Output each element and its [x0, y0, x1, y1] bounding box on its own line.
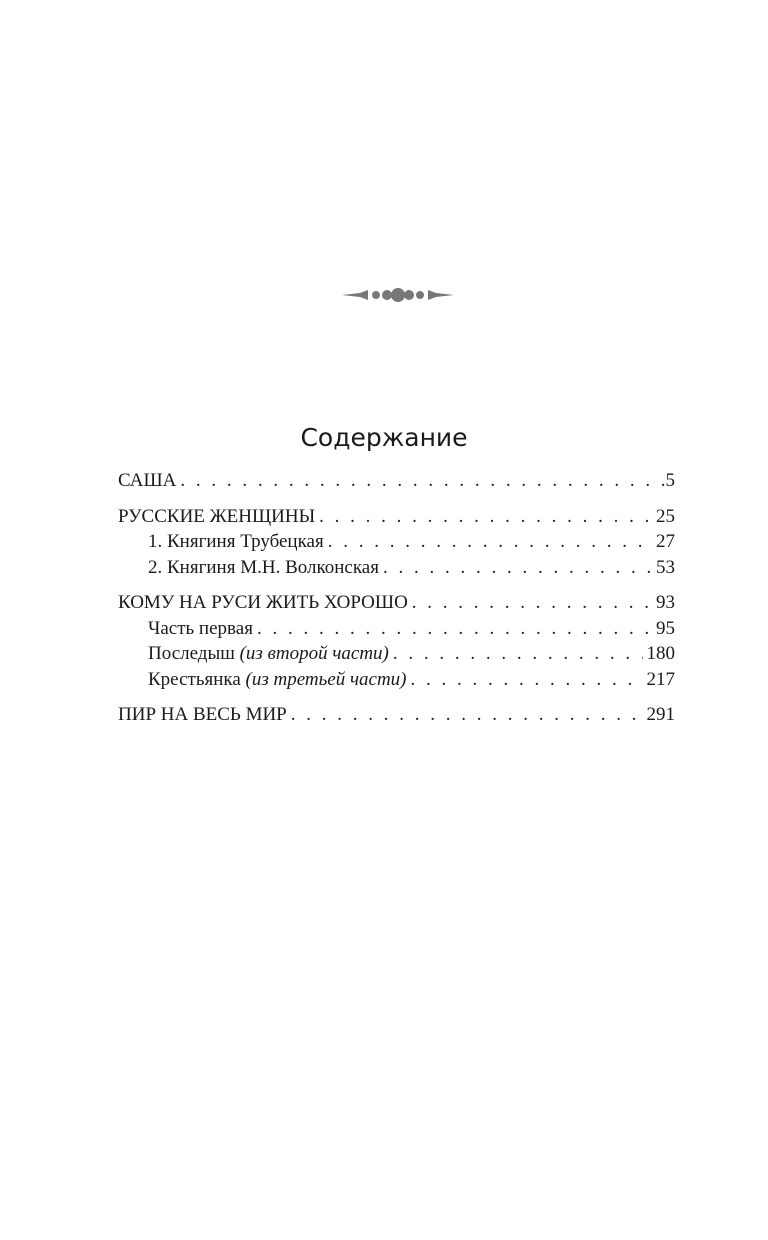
dot-leader: [412, 590, 652, 616]
toc-subentry[interactable]: [118, 555, 675, 581]
table-of-contents: [118, 468, 675, 738]
toc-subentry-label: Последыш (из второй части): [148, 643, 389, 664]
toc-subentry-page: 27: [656, 531, 675, 552]
toc-entry-label: КОМУ НА РУСИ ЖИТЬ ХОРОШО: [118, 592, 408, 613]
toc-entry-label: ПИР НА ВЕСЬ МИР: [118, 704, 287, 725]
toc-subentry-label: Часть первая: [148, 617, 253, 639]
toc-subentry-label: 1. Княгиня Трубецкая: [148, 531, 324, 552]
toc-entry-label: РУССКИЕ ЖЕНЩИНЫ: [118, 505, 316, 527]
toc-entry[interactable]: [118, 504, 675, 530]
toc-subentry-page: 95: [656, 617, 675, 639]
toc-subentry-page: 180: [646, 643, 675, 664]
dot-leader: [291, 702, 643, 728]
ornament-divider-icon: [340, 282, 456, 308]
toc-entry-page: 291: [646, 704, 675, 725]
toc-subentry[interactable]: [118, 529, 675, 555]
dot-leader: [257, 616, 652, 642]
toc-entry[interactable]: [118, 468, 675, 494]
dot-leader: [393, 641, 643, 667]
toc-entry-page: 25: [656, 505, 675, 527]
toc-subentry-note: (из второй части): [239, 643, 389, 664]
toc-entry-label: САША: [118, 470, 177, 491]
toc-section: [118, 468, 675, 494]
toc-section: [118, 702, 675, 728]
toc-subentry-page: 217: [646, 668, 675, 690]
toc-subentry[interactable]: [118, 641, 675, 667]
toc-entry-page: .5: [660, 470, 675, 491]
dot-leader: [180, 468, 656, 494]
toc-section: [118, 590, 675, 692]
dot-leader: [328, 529, 652, 555]
toc-section: [118, 504, 675, 581]
toc-subentry-note: (из третьей части): [245, 668, 407, 690]
dot-leader: [383, 555, 652, 581]
toc-subentry-label: Крестьянка (из третьей части): [148, 668, 407, 690]
toc-entry[interactable]: [118, 590, 675, 616]
toc-subentry-label: 2. Княгиня М.Н. Волконская: [148, 556, 379, 578]
dot-leader: [411, 667, 643, 693]
dot-leader: [319, 504, 652, 530]
toc-entry[interactable]: [118, 702, 675, 728]
toc-title: Содержание: [300, 423, 468, 452]
toc-subentry[interactable]: [118, 616, 675, 642]
toc-subentry[interactable]: [118, 667, 675, 693]
toc-subentry-page: 53: [656, 556, 675, 578]
toc-entry-page: 93: [656, 592, 675, 613]
